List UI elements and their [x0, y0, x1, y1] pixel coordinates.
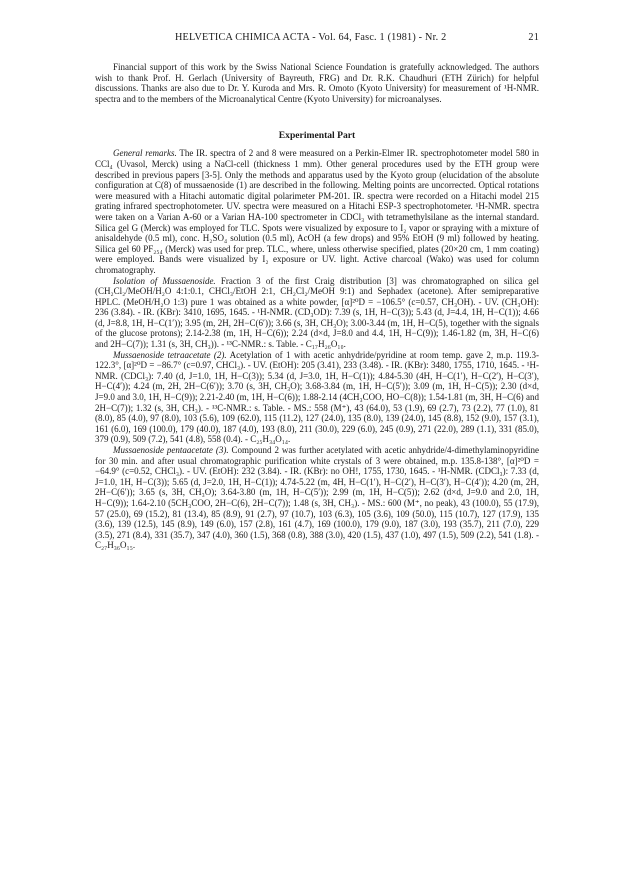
pentaacetate-paragraph — [95, 445, 539, 551]
isolation-paragraph — [95, 276, 539, 350]
page-number: 21 — [528, 32, 539, 43]
acknowledgement-paragraph: Financial support of this work by the Swiss National Science Foundation is gratefully acknowledged. The authors wish to thank Prof. H. Gerlach (University of Bayreuth, FRG) and Dr. R.K. Chaudhuri (ETH Zürich) for helpful discussions. Thanks are also due to Dr. Y. Kuroda and Mrs. R. Omoto (Kyoto University) for measurement of ¹H-NMR. spectra and to the members of the Microanalytical Centre (Kyoto University) for microanalyses. — [95, 62, 539, 104]
article-body — [95, 62, 539, 551]
pentaacetate-lead: Mussaenoside pentaacetate (3). — [113, 445, 229, 455]
tetraacetate-lead: Mussaenoside tetraacetate (2). — [113, 349, 227, 360]
general-remarks-paragraph — [95, 148, 539, 275]
tetraacetate-text: Acetylation of 1 with acetic anhydride/pyridine at room temp. gave 2, m.p. 119.3-122.3°, [α]²⁰D = −86.7° (c=0.97, CHCl₃). - UV. (EtOH): 205 (3.41), 233 (3.48). - IR. (KBr): 3480, 1755, 1710, 1645. - ¹H-NMR. (CDCl₃): 7.40 (d, J=1.0, 1H, H−C(3)); 5.34 (d, J=3.0, 1H, H−C(1)); 4.84-5.30 (4H, H−C(1′), H−C(2′), H−C(3′), H−C(4′)); 4.24 (m, 2H, 2H−C(6′)); 3.70 (s, 3H, CH₃O); 3.68-3.84 (m, 1H, H−C(5′)); 3.09 (m, 1H, H−C(5)); 2.30 (d×d, J=9.0 and 3.0, 1H, H−C(9)); 2.21-2.40 (m, 1H, H−C(6)); 1.88-2.14 (4CH₃COO, HO−C(8)); 1.54-1.81 (m, 3H, H−C(6) and 2H−C(7)); 1.32 (s, 3H, CH₃). - ¹³C-NMR.: s. Table. - MS.: 558 (M⁺), 43 (64.0), 53 (1.9), 69 (2.7), 73 (2.2), 77 (1.0), 81 (8.0), 85 (4.0), 97 (8.0), 103 (5.6), 109 (62.0), 115 (11.2), 127 (24.0), 135 (8.0), 139 (24.0), 145 (8.8), 152 (9.0), 157 (3.1), 161 (6.0), 169 (100.0), 179 (40.0), 187 (4.0), 193 (8.0), 211 (30.0), 229 (6.0), 245 (0.9), 271 (22.0), 289 (1.1), 331 (85.0), 379 (0.9), 509 (7.2), 541 (4.8), 558 (0.4). - C₂₅H₃₄O₁₄. — [95, 349, 539, 445]
isolation-lead: Isolation of Mussaenoside. — [113, 275, 216, 286]
tetraacetate-paragraph — [95, 350, 539, 445]
running-title: HELVETICA CHIMICA ACTA - Vol. 64, Fasc. 1 (1981) - Nr. 2 — [175, 32, 447, 43]
isolation-text: Fraction 3 of the first Craig distribution [3] was chromatographed on silica gel (CH₂Cl₂/MeOH/H₂O 4:1:0.1, CHCl₃/EtOH 2:1, CH₂Cl₂/MeOH 9:1) and Sephadex (acetone). After semipreparative HPLC. (MeOH/H₂O 1:3) pure 1 was obtained as a white powder, [α]²⁰D = −106.5° (c=0.57, CH₃OH). - UV. (CH₃OH): 236 (3.84). - IR. (KBr): 3410, 1695, 1645. - ¹H-NMR. (CD₃OD): 7.39 (s, 1H, H−C(3)); 5.43 (d, J=4.4, 1H, H−C(1)); 4.66 (d, J=8.8, 1H, H−C(1′)); 3.95 (m, 2H, 2H−C(6′)); 3.66 (s, 3H, CH₃O); 3.00-3.44 (m, 1H, H−C(5), together with the signals of the glucose protons); 2.14-2.38 (m, 1H, H−C(6)); 2.24 (d×d, J=8.0 and 4.4, 1H, H−C(9)); 1.46-1.82 (m, 3H, H−C(6) and 2H−C(7)); 1.31 (s, 3H, CH₃)). - ¹³C-NMR.: s. Table. - C₁₇H₂₆O₁₀. — [95, 275, 539, 350]
general-remarks-lead: General remarks. — [113, 148, 177, 159]
pentaacetate-text: Compound 2 was further acetylated with acetic anhydride/4-dimethylaminopyridine for 30 min. and after usual chromatographic purification white crystals of 3 were obtained, m.p. 135.8-138°, [α]²⁰D = −64.9° (c=0.52, CHCl₃). - UV. (EtOH): 232 (3.84). - IR. (KBr): no OH!, 1755, 1730, 1645. - ¹H-NMR. (CDCl₃): 7.33 (d, J=1.0, 1H, H−C(3)); 5.65 (d, J=2.0, 1H, H−C(1)); 4.74-5.22 (m, 4H, H−C(1′), H−C(2′), H−C(3′), H−C(4′)); 4.20 (m, 2H, 2H−C(6′)); 3.65 (s, 3H, CH₃O); 3.64-3.80 (m, 1H, H−C(5′)); 2.99 (m, 1H, H−C(5)); 2.62 (d×d, J=9.0 and 2.0, 1H, H−C(9)); 1.64-2.10 (5CH₃COO, 2H−C(6), 2H−C(7)); 1.48 (s, 3H, CH₃). - MS.: 600 (M⁺, no peak), 43 (100.0), 55 (17.9), 57 (25.0), 69 (15.2), 81 (13.4), 85 (8.9), 91 (2.7), 97 (10.7), 103 (6.3), 105 (3.6), 109 (50.0), 115 (10.7), 127 (17.9), 135 (3.6), 139 (12.5), 145 (8.9), 149 (6.0), 157 (2.8), 161 (4.7), 169 (100.0), 179 (9.0), 187 (3.0), 193 (35.7), 211 (7.0), 229 (3.5), 271 (8.4), 331 (35.7), 347 (4.0), 360 (1.5), 368 (0.8), 388 (3.0), 420 (1.5), 437 (1.0), 497 (1.5), 509 (2.2), 541 (1.8). - C₂₇H₃₆O₁₅. — [95, 445, 539, 551]
general-remarks-text: The IR. spectra of 2 and 8 were measured on a Perkin-Elmer IR. spectrophotometer model 580 in CCl₄ (Uvasol, Merck) using a NaCl-cell (thickness 1 mm). Other general procedures used by the ETH group were described in previous papers [3-5]. Only the methods and apparatus used by the Kyoto group (elucidation of the absolute configuration at C(8) of mussaenoside (1) are described in the following. Melting points are uncorrected. Optical rotations were measured with a Hitachi automatic digital polarimeter PM-201. IR. spectra were recorded on a Hitachi model 215 grating infrared spectrophotometer. UV. spectra were measured on a Hitachi ESP-3 spectrophotometer. ¹H-NMR. spectra were taken on a Varian A-60 or a Varian HA-100 spectrometer in CDCl₃ with tetramethylsilane as the internal standard. Silica gel G (Merck) was employed for TLC. Spots were visualized by exposure to I₂ vapor or spraying with a mixture of anisaldehyde (0.5 ml), conc. H₂SO₄ solution (0.5 ml), AcOH (a few drops) and 95% EtOH (9 ml) followed by heating. Silica gel 60 PF₂₅₄ (Merck) was used for prep. TLC., where, unless otherwise specified, plates (20×20 cm, 1 mm coating) were employed. Bands were visualized by I₂ exposure or UV. light. Active charcoal (Wako) was used for column chromatography. — [95, 148, 539, 275]
section-title: Experimental Part — [278, 130, 356, 142]
